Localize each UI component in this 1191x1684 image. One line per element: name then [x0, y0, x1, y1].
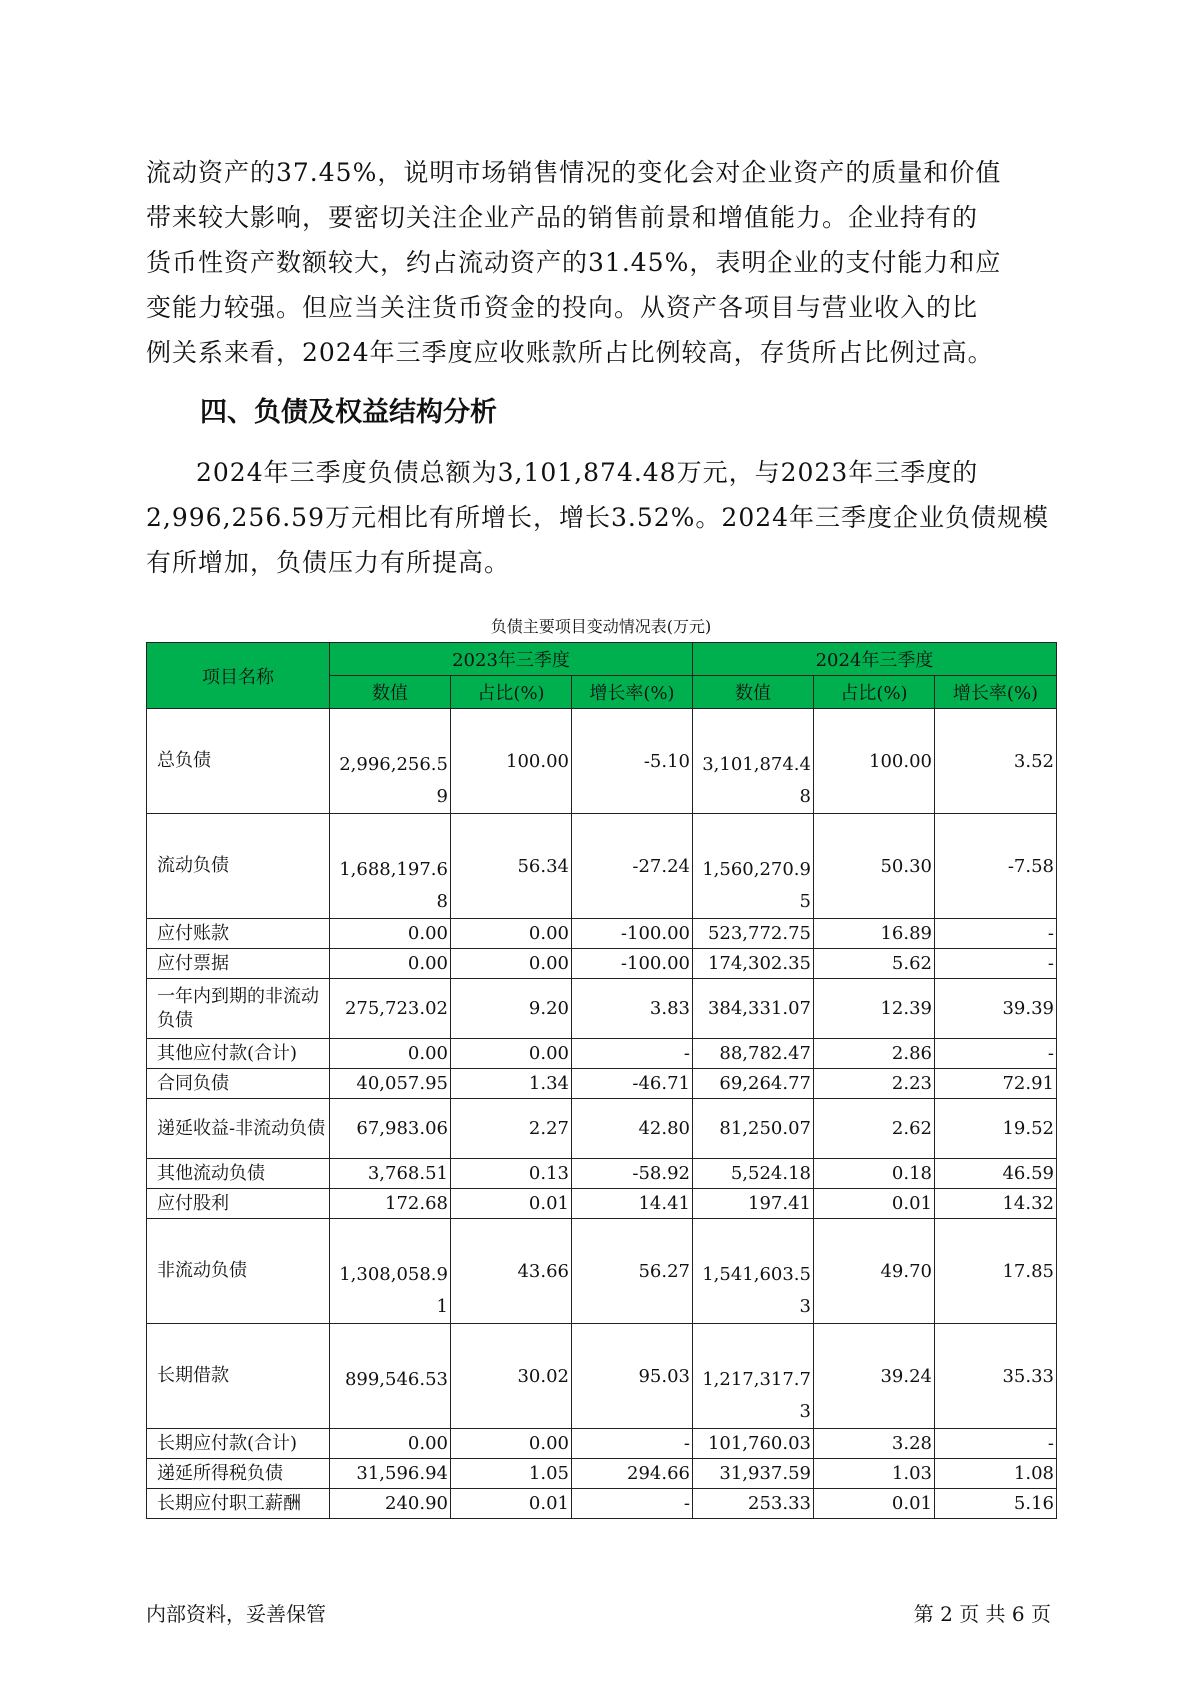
cell-s24: 2.86	[814, 1039, 935, 1069]
cell-g24: -7.58	[935, 814, 1057, 919]
cell-s23: 0.01	[451, 1489, 572, 1519]
cell-s23: 1.34	[451, 1069, 572, 1099]
cell-g23: 14.41	[572, 1189, 693, 1219]
cell-g24: 3.52	[935, 709, 1057, 814]
cell-v24: 253.33	[693, 1489, 814, 1519]
cell-v24: 1,217,317.73	[693, 1324, 814, 1429]
intro-paragraph	[146, 150, 1056, 375]
cell-s23: 0.00	[451, 919, 572, 949]
cell-v23: 31,596.94	[330, 1459, 451, 1489]
cell-g24: 72.91	[935, 1069, 1057, 1099]
cell-g24: 1.08	[935, 1459, 1057, 1489]
cell-g24: 17.85	[935, 1219, 1057, 1324]
cell-v23: 275,723.02	[330, 979, 451, 1039]
table-row	[147, 919, 1057, 949]
cell-v24: 5,524.18	[693, 1159, 814, 1189]
cell-g23: 56.27	[572, 1219, 693, 1324]
row-item-name: 长期应付职工薪酬	[147, 1489, 330, 1519]
cell-v23: 3,768.51	[330, 1159, 451, 1189]
cell-v24: 3,101,874.48	[693, 709, 814, 814]
cell-s23: 56.34	[451, 814, 572, 919]
cell-g24: 35.33	[935, 1324, 1057, 1429]
table-row	[147, 949, 1057, 979]
table-row	[147, 1459, 1057, 1489]
header-value-2024: 数值	[693, 676, 814, 709]
footer-page-number: 第 2 页 共 6 页	[913, 1602, 1051, 1626]
cell-g23: -100.00	[572, 949, 693, 979]
cell-s24: 1.03	[814, 1459, 935, 1489]
cell-v23: 172.68	[330, 1189, 451, 1219]
intro-line-4: 变能力较强。但应当关注货币资金的投向。从资产各项目与营业收入的比	[146, 293, 979, 322]
header-share-2023: 占比(%)	[451, 676, 572, 709]
header-growth-2024: 增长率(%)	[935, 676, 1057, 709]
cell-g24: -	[935, 949, 1057, 979]
cell-v23: 0.00	[330, 919, 451, 949]
cell-v23: 67,983.06	[330, 1099, 451, 1159]
cell-s23: 100.00	[451, 709, 572, 814]
intro-line-3: 货币性资产数额较大，约占流动资产的31.45%，表明企业的支付能力和应	[146, 248, 1002, 277]
cell-s23: 0.00	[451, 1039, 572, 1069]
cell-s24: 50.30	[814, 814, 935, 919]
cell-g23: -5.10	[572, 709, 693, 814]
table-row	[147, 1219, 1057, 1324]
cell-s23: 43.66	[451, 1219, 572, 1324]
cell-s24: 0.01	[814, 1189, 935, 1219]
cell-v23: 2,996,256.59	[330, 709, 451, 814]
table-row	[147, 1324, 1057, 1429]
row-item-name: 应付股利	[147, 1189, 330, 1219]
liabilities-table	[146, 642, 1057, 1519]
row-item-name: 递延收益-非流动负债	[147, 1099, 330, 1159]
table-body	[147, 709, 1057, 1519]
row-item-name: 其他应付款(合计)	[147, 1039, 330, 1069]
row-item-name: 应付账款	[147, 919, 330, 949]
cell-v23: 40,057.95	[330, 1069, 451, 1099]
cell-v24: 81,250.07	[693, 1099, 814, 1159]
cell-s24: 49.70	[814, 1219, 935, 1324]
cell-v23: 899,546.53	[330, 1324, 451, 1429]
summary-paragraph	[146, 450, 1056, 585]
cell-v24: 88,782.47	[693, 1039, 814, 1069]
cell-v24: 31,937.59	[693, 1459, 814, 1489]
table-row	[147, 1159, 1057, 1189]
cell-g24: -	[935, 1039, 1057, 1069]
cell-s23: 30.02	[451, 1324, 572, 1429]
cell-s23: 0.00	[451, 949, 572, 979]
cell-s23: 0.00	[451, 1429, 572, 1459]
cell-g24: 14.32	[935, 1189, 1057, 1219]
cell-v24: 384,331.07	[693, 979, 814, 1039]
cell-s24: 39.24	[814, 1324, 935, 1429]
summary-line-3: 有所增加，负债压力有所提高。	[146, 548, 511, 577]
cell-s23: 1.05	[451, 1459, 572, 1489]
cell-s24: 0.01	[814, 1489, 935, 1519]
cell-g23: 294.66	[572, 1459, 693, 1489]
row-item-name: 非流动负债	[147, 1219, 330, 1324]
table-row	[147, 1429, 1057, 1459]
header-period-2024: 2024年三季度	[693, 643, 1057, 676]
cell-g23: -27.24	[572, 814, 693, 919]
row-item-name: 递延所得税负债	[147, 1459, 330, 1489]
cell-g23: 3.83	[572, 979, 693, 1039]
cell-g23: 42.80	[572, 1099, 693, 1159]
section-heading: 四、负债及权益结构分析	[200, 397, 497, 428]
table-row	[147, 979, 1057, 1039]
footer-confidential-note: 内部资料，妥善保管	[146, 1602, 326, 1626]
cell-v24: 1,541,603.53	[693, 1219, 814, 1324]
row-item-name: 总负债	[147, 709, 330, 814]
cell-g24: 5.16	[935, 1489, 1057, 1519]
summary-line-2: 2,996,256.59万元相比有所增长，增长3.52%。2024年三季度企业负债规模	[146, 503, 1050, 532]
table-row	[147, 1189, 1057, 1219]
cell-v23: 0.00	[330, 1429, 451, 1459]
cell-v24: 101,760.03	[693, 1429, 814, 1459]
row-item-name: 合同负债	[147, 1069, 330, 1099]
row-item-name: 长期应付款(合计)	[147, 1429, 330, 1459]
table-row	[147, 1039, 1057, 1069]
header-share-2024: 占比(%)	[814, 676, 935, 709]
table-row	[147, 709, 1057, 814]
cell-g24: -	[935, 919, 1057, 949]
cell-s23: 0.01	[451, 1189, 572, 1219]
cell-s24: 0.18	[814, 1159, 935, 1189]
intro-line-1: 流动资产的37.45%，说明市场销售情况的变化会对企业资产的质量和价值	[146, 158, 1002, 187]
cell-v24: 69,264.77	[693, 1069, 814, 1099]
cell-g23: -46.71	[572, 1069, 693, 1099]
intro-line-5: 例关系来看，2024年三季度应收账款所占比例较高，存货所占比例过高。	[146, 338, 994, 367]
cell-v23: 240.90	[330, 1489, 451, 1519]
cell-g24: -	[935, 1429, 1057, 1459]
row-item-name: 其他流动负债	[147, 1159, 330, 1189]
cell-g23: -	[572, 1489, 693, 1519]
summary-line-1: 2024年三季度负债总额为3,101,874.48万元，与2023年三季度的	[196, 458, 979, 487]
cell-v23: 0.00	[330, 949, 451, 979]
cell-s24: 2.62	[814, 1099, 935, 1159]
cell-v24: 1,560,270.95	[693, 814, 814, 919]
cell-s24: 5.62	[814, 949, 935, 979]
table-row	[147, 814, 1057, 919]
cell-g24: 39.39	[935, 979, 1057, 1039]
cell-s24: 16.89	[814, 919, 935, 949]
cell-g23: -100.00	[572, 919, 693, 949]
cell-g24: 46.59	[935, 1159, 1057, 1189]
header-growth-2023: 增长率(%)	[572, 676, 693, 709]
cell-v23: 1,688,197.68	[330, 814, 451, 919]
cell-s24: 100.00	[814, 709, 935, 814]
table-caption: 负债主要项目变动情况表(万元)	[490, 617, 712, 636]
header-item-name: 项目名称	[147, 643, 330, 709]
cell-g23: -	[572, 1039, 693, 1069]
row-item-name: 长期借款	[147, 1324, 330, 1429]
cell-s23: 9.20	[451, 979, 572, 1039]
table-row	[147, 1069, 1057, 1099]
cell-v23: 0.00	[330, 1039, 451, 1069]
row-item-name: 应付票据	[147, 949, 330, 979]
cell-v24: 197.41	[693, 1189, 814, 1219]
table-row	[147, 1489, 1057, 1519]
cell-g23: -	[572, 1429, 693, 1459]
cell-s23: 0.13	[451, 1159, 572, 1189]
header-value-2023: 数值	[330, 676, 451, 709]
cell-s24: 2.23	[814, 1069, 935, 1099]
cell-s24: 3.28	[814, 1429, 935, 1459]
cell-s23: 2.27	[451, 1099, 572, 1159]
cell-v23: 1,308,058.91	[330, 1219, 451, 1324]
cell-s24: 12.39	[814, 979, 935, 1039]
row-item-name: 流动负债	[147, 814, 330, 919]
intro-line-2: 带来较大影响，要密切关注企业产品的销售前景和增值能力。企业持有的	[146, 203, 979, 232]
cell-v24: 523,772.75	[693, 919, 814, 949]
cell-g23: -58.92	[572, 1159, 693, 1189]
cell-v24: 174,302.35	[693, 949, 814, 979]
header-period-2023: 2023年三季度	[330, 643, 693, 676]
cell-g24: 19.52	[935, 1099, 1057, 1159]
row-item-name: 一年内到期的非流动负债	[147, 979, 330, 1039]
cell-g23: 95.03	[572, 1324, 693, 1429]
table-row	[147, 1099, 1057, 1159]
